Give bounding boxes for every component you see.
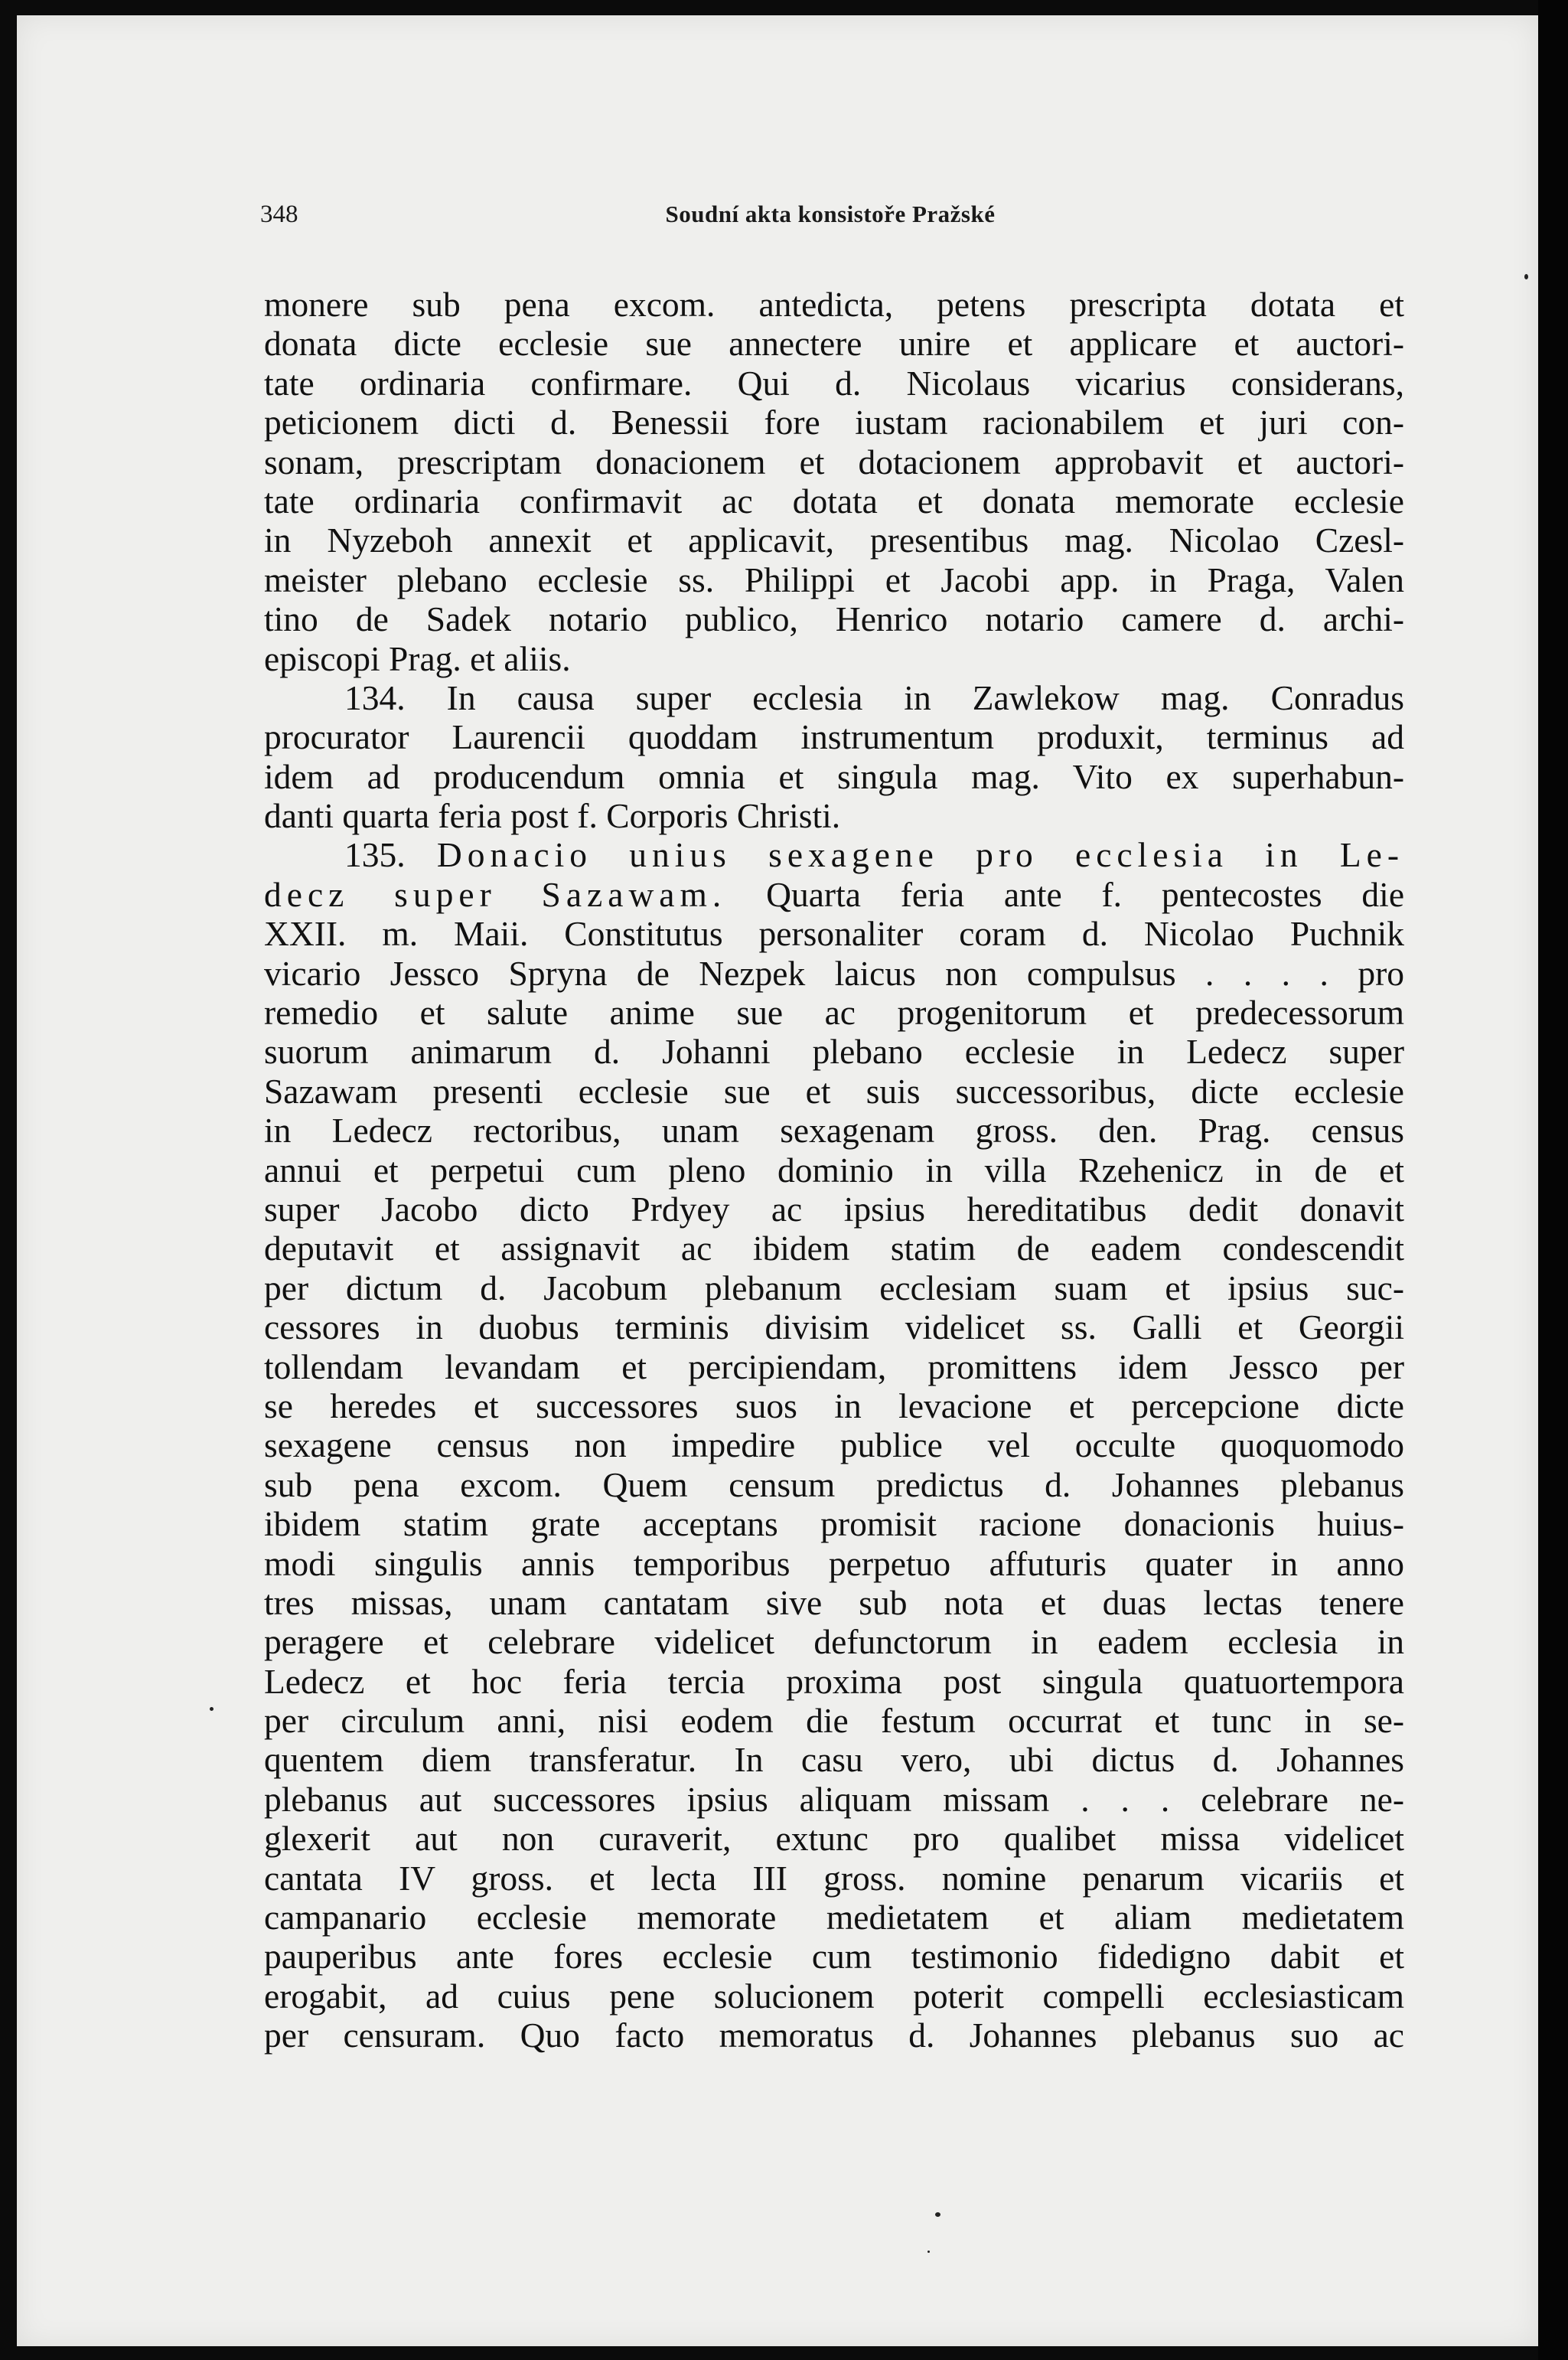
entry-number: 135. <box>344 835 406 875</box>
print-speck <box>935 2212 940 2217</box>
text-line: erogabit, ad cuius pene solucionem poterit compelli ecclesiasticam <box>264 1976 1404 2016</box>
text-line: suorum animarum d. Johanni plebano ecclesie in Ledecz super <box>264 1032 1404 1072</box>
text-line: danti quarta feria post f. Corporis Christi. <box>264 796 841 836</box>
text-line: pauperibus ante fores ecclesie cum testimonio fidedigno dabit et <box>264 1937 1404 1976</box>
text-line: donata dicte ecclesie sue annectere unire et applicare et auctori- <box>264 324 1404 364</box>
running-title: Soudní akta konsistoře Pražské <box>665 201 996 227</box>
text-line: se heredes et successores suos in levacione et percepcione dicte <box>264 1386 1404 1425</box>
text-line: Sazawam presenti ecclesie sue et suis successoribus, dicte ecclesie <box>264 1071 1404 1111</box>
text-line: glexerit aut non curaverit, extunc pro qualibet missa videlicet <box>264 1819 1404 1859</box>
body-text <box>264 285 1404 2055</box>
text-line: sub pena excom. Quem censum predictus d. Johannes plebanus <box>264 1464 1404 1504</box>
text-line: sonam, prescriptam donacionem et dotacionem approbavit et auctori- <box>264 442 1404 481</box>
text-line: super Jacobo dicto Prdyey ac ipsius hereditatibus dedit donavit <box>264 1189 1404 1229</box>
text-line: tate ordinaria confirmare. Qui d. Nicolaus vicarius considerans, <box>264 363 1404 403</box>
text-line: vicario Jessco Spryna de Nezpek laicus non compulsus . . . . pro <box>264 953 1404 993</box>
text-line: deputavit et assignavit ac ibidem statim de eadem condescendit <box>264 1229 1404 1268</box>
print-speck <box>927 2251 930 2253</box>
entry-135-title-line <box>264 875 1404 914</box>
text-line: cessores in duobus terminis divisim videlicet ss. Galli et Georgii <box>264 1307 1404 1347</box>
text-line: cantata IV gross. et lecta III gross. nomine penarum vicariis et <box>264 1858 1404 1898</box>
entry-title-spaced: decz super Sazawam. <box>264 874 727 914</box>
text-line: episcopi Prag. et aliis. <box>264 638 571 678</box>
print-speck <box>210 1707 214 1711</box>
text-line: annui et perpetui cum pleno dominio in villa Rzehenicz in de et <box>264 1150 1404 1190</box>
entry-title-spaced: Donacio unius sexagene pro ecclesia in Le- <box>436 835 1404 875</box>
text-line: procurator Laurencii quoddam instrumentum produxit, terminus ad <box>264 717 1404 757</box>
text-line: sexagene census non impedire publice vel occulte quoquomodo <box>264 1425 1404 1465</box>
text-line: ibidem statim grate acceptans promisit racione donacionis huius- <box>264 1504 1404 1544</box>
text-line: per circulum anni, nisi eodem die festum occurrat et tunc in se- <box>264 1701 1404 1741</box>
entry-134-heading-line: 134. In causa super ecclesia in Zawlekow mag. Conradus <box>344 677 1404 717</box>
text-line: monere sub pena excom. antedicta, petens prescripta dotata et <box>264 285 1404 324</box>
text-line: quentem diem transferatur. In casu vero, ubi dictus d. Johannes <box>264 1740 1404 1780</box>
text-line: meister plebano ecclesie ss. Philippi et Jacobi app. in Praga, Valen <box>264 560 1404 599</box>
entry-135-heading-line <box>264 835 1404 874</box>
text-line: per censuram. Quo facto memoratus d. Johannes plebanus suo ac <box>264 2016 1404 2055</box>
page-number: 348 <box>260 201 298 228</box>
text-line: Ledecz et hoc feria tercia proxima post singula quatuortempora <box>264 1661 1404 1701</box>
text-line: peticionem dicti d. Benessii fore iustam racionabilem et juri con- <box>264 403 1404 442</box>
text-line: tate ordinaria confirmavit ac dotata et donata memorate ecclesie <box>264 481 1404 521</box>
print-speck <box>1524 274 1528 279</box>
text-line: XXII. m. Maii. Constitutus personaliter coram d. Nicolao Puchnik <box>264 914 1404 954</box>
text-line: in Ledecz rectoribus, unam sexagenam gross. den. Prag. census <box>264 1111 1404 1151</box>
text-line: tollendam levandam et percipiendam, promittens idem Jessco per <box>264 1346 1404 1386</box>
text-line: peragere et celebrare videlicet defunctorum in eadem ecclesia in <box>264 1622 1404 1662</box>
text-line: idem ad producendum omnia et singula mag. Vito ex superhabun- <box>264 756 1404 796</box>
text-line: per dictum d. Jacobum plebanum ecclesiam suam et ipsius suc- <box>264 1268 1404 1307</box>
text-line: plebanus aut successores ipsius aliquam missam . . . celebrare ne- <box>264 1779 1404 1819</box>
scan-edge <box>1538 0 1568 2360</box>
text-line: tres missas, unam cantatam sive sub nota et duas lectas tenere <box>264 1582 1404 1622</box>
text-line: campanario ecclesie memorate medietatem et aliam medietatem <box>264 1898 1404 1937</box>
page-header <box>260 201 1400 239</box>
text-line: tino de Sadek notario publico, Henrico notario camere d. archi- <box>264 599 1404 639</box>
entry-date: Quarta feria ante f. pentecostes die <box>766 874 1404 914</box>
text-line: in Nyzeboh annexit et applicavit, presentibus mag. Nicolao Czesl- <box>264 521 1404 560</box>
text-line: modi singulis annis temporibus perpetuo affuturis quater in anno <box>264 1543 1404 1583</box>
text-line: remedio et salute anime sue ac progenitorum et predecessorum <box>264 993 1404 1033</box>
